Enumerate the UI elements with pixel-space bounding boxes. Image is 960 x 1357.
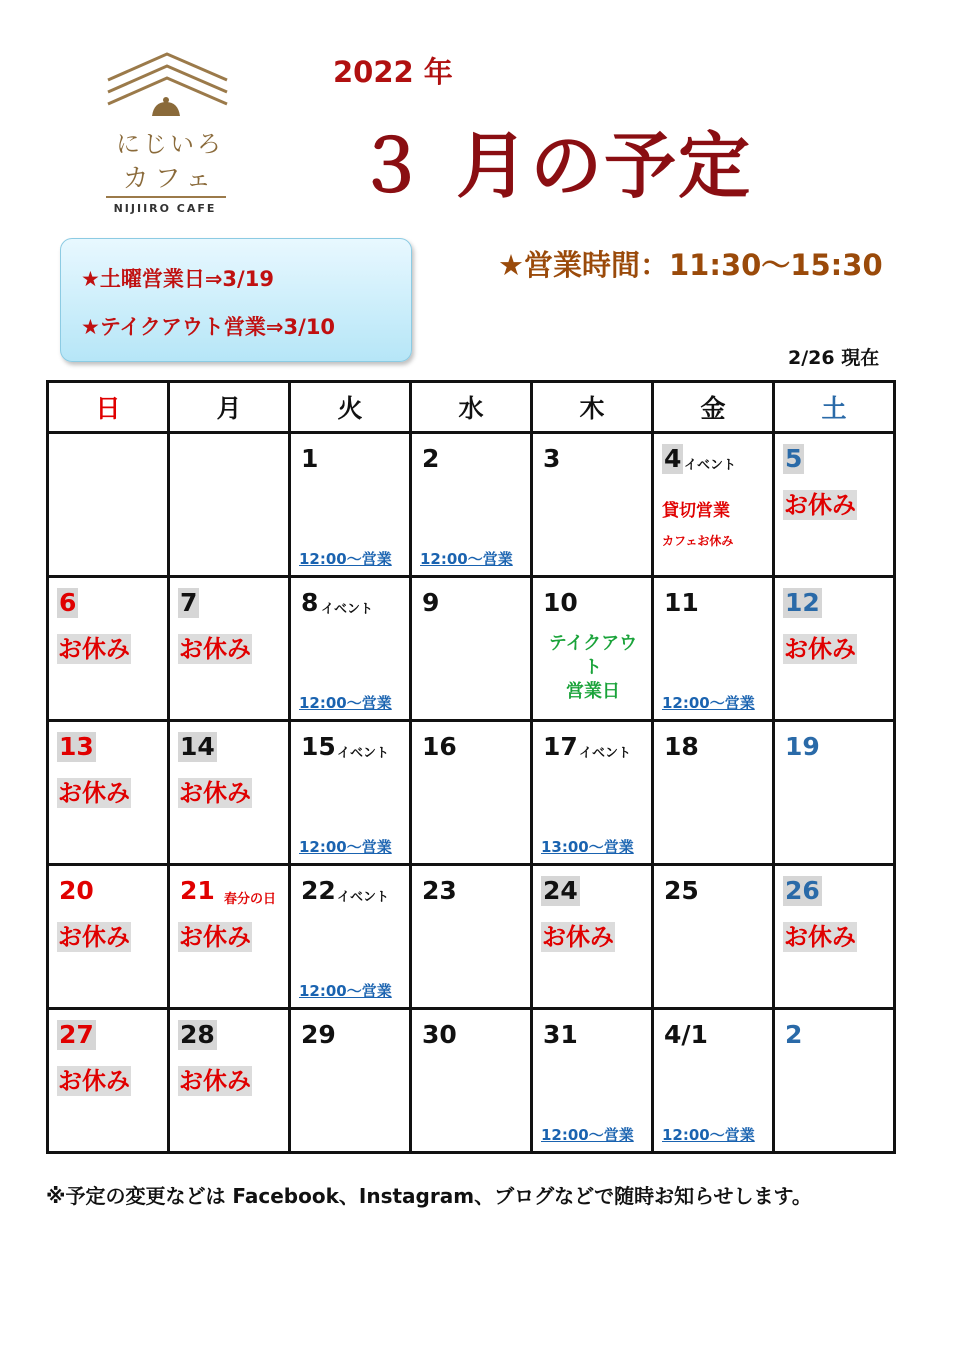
calendar-day-cell xyxy=(653,433,774,577)
day-number: 2 xyxy=(785,1020,803,1049)
closed-label: お休み xyxy=(58,1067,130,1095)
day-number: 21 xyxy=(180,876,215,905)
calendar-day-cell xyxy=(411,1009,532,1153)
day-number: 11 xyxy=(664,588,699,617)
closed-label: お休み xyxy=(179,635,251,663)
closed-label: お休み xyxy=(784,635,856,663)
day-number: 7 xyxy=(180,588,198,617)
calendar-day-cell xyxy=(411,865,532,1009)
day-number: 30 xyxy=(422,1020,457,1049)
calendar-day-cell xyxy=(774,433,895,577)
day-number: 8 xyxy=(301,588,319,617)
notice-saturday: ★土曜営業日⇒3/19 xyxy=(81,267,274,291)
opening-time-label: 12:00〜営業 xyxy=(299,838,392,856)
weekday-header-row xyxy=(48,382,895,433)
calendar-day-cell xyxy=(411,433,532,577)
day-number: 19 xyxy=(785,732,820,761)
as-of-date: 2/26 現在 xyxy=(788,347,880,369)
takeout-line1: テイクアウト xyxy=(548,633,638,678)
calendar-day-cell xyxy=(48,577,169,721)
day-number: 9 xyxy=(422,588,440,617)
calendar-week-row xyxy=(48,721,895,865)
closed-label: お休み xyxy=(784,923,856,951)
opening-time-label: 12:00〜営業 xyxy=(420,550,513,568)
calendar-day-cell xyxy=(48,865,169,1009)
calendar-day-cell xyxy=(290,721,411,865)
calendar-day-cell xyxy=(290,577,411,721)
cafe-logo xyxy=(100,50,235,220)
opening-time-label: 12:00〜営業 xyxy=(299,982,392,1000)
closed-label: お休み xyxy=(179,779,251,807)
day-number: 1 xyxy=(301,444,319,473)
notice-box xyxy=(60,238,412,362)
calendar-day-cell xyxy=(653,577,774,721)
weekday-sun: 日 xyxy=(48,382,169,433)
day-number: 23 xyxy=(422,876,457,905)
calendar-day-cell xyxy=(48,1009,169,1153)
calendar-day-cell xyxy=(774,577,895,721)
year-label: 2022 年 xyxy=(333,55,453,89)
calendar-day-cell xyxy=(169,865,290,1009)
logo-line1: にじいろ xyxy=(116,130,224,158)
calendar-day-cell xyxy=(532,577,653,721)
event-label: イベント xyxy=(321,602,374,617)
weekday-mon: 月 xyxy=(169,382,290,433)
calendar-day-cell xyxy=(48,721,169,865)
event-label: イベント xyxy=(337,890,390,905)
day-number: 28 xyxy=(180,1020,215,1049)
day-number: 13 xyxy=(59,732,94,761)
logo-line2: カフェ xyxy=(122,164,218,194)
day-number: 4 xyxy=(664,444,682,473)
calendar-day-cell xyxy=(774,721,895,865)
day-number: 27 xyxy=(59,1020,94,1049)
weekday-thu: 木 xyxy=(532,382,653,433)
day-number: 16 xyxy=(422,732,457,761)
roof-icon xyxy=(100,50,235,130)
calendar-day-cell xyxy=(653,721,774,865)
day-number: 6 xyxy=(59,588,77,617)
opening-time-label: 12:00〜営業 xyxy=(299,694,392,712)
holiday-label: 春分の日 xyxy=(224,892,277,907)
closed-label: お休み xyxy=(58,635,130,663)
closed-label: お休み xyxy=(542,923,614,951)
calendar-day-cell xyxy=(48,433,169,577)
notice-takeout: ★テイクアウト営業⇒3/10 xyxy=(81,315,336,339)
cafe-closed-note: カフェお休み xyxy=(662,534,734,548)
calendar-day-cell xyxy=(532,433,653,577)
calendar-day-cell xyxy=(532,1009,653,1153)
day-number: 14 xyxy=(180,732,215,761)
day-number: 2 xyxy=(422,444,440,473)
day-number: 3 xyxy=(543,444,561,473)
closed-label: お休み xyxy=(58,923,130,951)
takeout-label xyxy=(541,632,645,704)
opening-time-label: 12:00〜営業 xyxy=(662,694,755,712)
calendar-day-cell xyxy=(169,433,290,577)
takeout-line2: 営業日 xyxy=(566,681,620,702)
calendar-day-cell xyxy=(290,433,411,577)
calendar-day-cell xyxy=(532,865,653,1009)
logo-line3: NIJIIRO CAFE xyxy=(113,202,217,215)
closed-label: お休み xyxy=(784,491,856,519)
day-number: 18 xyxy=(664,732,699,761)
opening-time-label: 12:00〜営業 xyxy=(541,1126,634,1144)
day-number: 31 xyxy=(543,1020,578,1049)
closed-label: お休み xyxy=(179,1067,251,1095)
event-label: イベント xyxy=(684,458,737,473)
calendar-day-cell xyxy=(169,577,290,721)
day-number: 15 xyxy=(301,732,336,761)
opening-time-label: 12:00〜営業 xyxy=(299,550,392,568)
calendar-day-cell xyxy=(169,1009,290,1153)
day-number: 29 xyxy=(301,1020,336,1049)
calendar-day-cell xyxy=(774,1009,895,1153)
day-number: 10 xyxy=(543,588,578,617)
day-number: 25 xyxy=(664,876,699,905)
calendar-table xyxy=(46,380,896,1154)
day-number: 22 xyxy=(301,876,336,905)
calendar-day-cell xyxy=(653,1009,774,1153)
calendar-day-cell xyxy=(169,721,290,865)
calendar-day-cell xyxy=(411,577,532,721)
event-label: イベント xyxy=(337,746,390,761)
calendar-day-cell xyxy=(774,865,895,1009)
day-number: 4/1 xyxy=(664,1020,708,1049)
weekday-wed: 水 xyxy=(411,382,532,433)
calendar-day-cell xyxy=(411,721,532,865)
private-booking-label: 貸切営業 xyxy=(662,501,730,521)
day-number: 5 xyxy=(785,444,803,473)
weekday-fri: 金 xyxy=(653,382,774,433)
day-number: 26 xyxy=(785,876,820,905)
weekday-sat: 土 xyxy=(774,382,895,433)
closed-label: お休み xyxy=(58,779,130,807)
calendar-week-row xyxy=(48,577,895,721)
day-number: 12 xyxy=(785,588,820,617)
event-label: イベント xyxy=(579,746,632,761)
business-hours: ★営業時間：11:30〜15:30 xyxy=(498,248,883,282)
footer-note: ※予定の変更などは Facebook、Instagram、ブログなどで随時お知らせします。 xyxy=(46,1184,812,1208)
calendar-day-cell xyxy=(653,865,774,1009)
weekday-tue: 火 xyxy=(290,382,411,433)
page-title: ３ 月の予定 xyxy=(355,124,753,208)
day-number: 20 xyxy=(59,876,94,905)
closed-label: お休み xyxy=(179,923,251,951)
calendar-week-row xyxy=(48,433,895,577)
calendar-week-row xyxy=(48,865,895,1009)
opening-time-label: 13:00〜営業 xyxy=(541,838,634,856)
calendar-week-row xyxy=(48,1009,895,1153)
calendar-day-cell xyxy=(532,721,653,865)
calendar-day-cell xyxy=(290,1009,411,1153)
day-number: 17 xyxy=(543,732,578,761)
calendar-day-cell xyxy=(290,865,411,1009)
opening-time-label: 12:00〜営業 xyxy=(662,1126,755,1144)
day-number: 24 xyxy=(543,876,578,905)
